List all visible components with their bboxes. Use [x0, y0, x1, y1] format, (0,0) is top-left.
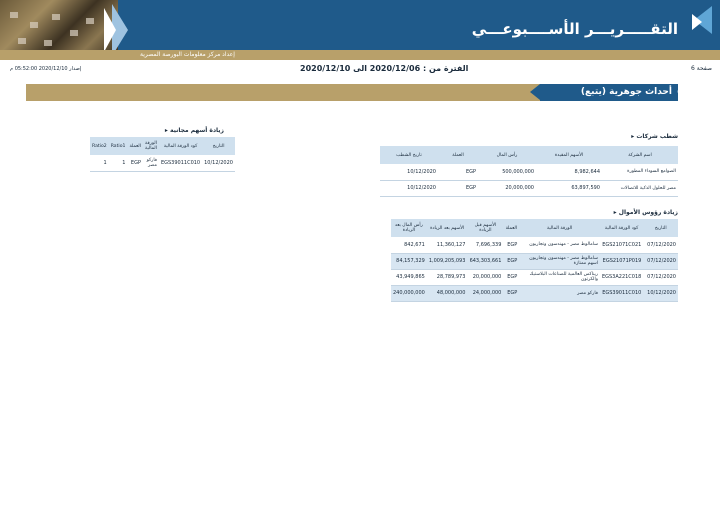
table-cell: 10/12/2020 [202, 155, 235, 171]
table-cell: EGP [503, 237, 519, 253]
table-cell: 1,009,205,093 [427, 253, 468, 269]
table-cell: EGS39011C010 [600, 285, 643, 301]
table-cell: 10/12/2020 [380, 164, 438, 180]
column-header: الورقة المالية [143, 137, 159, 155]
banner-chevron-inner-icon [104, 8, 116, 52]
column-header: الأسهم قبل الزيادة [467, 219, 503, 237]
column-header: تاريخ الشطب [380, 146, 438, 164]
table-cell: 20,000,000 [478, 180, 536, 196]
table-cell: 48,000,000 [427, 285, 468, 301]
column-header: اسم الشركة [602, 146, 678, 164]
table-cell: 8,982,644 [536, 164, 602, 180]
table-row [391, 237, 678, 253]
table-cell: EGS3A221C018 [600, 269, 643, 285]
issue-date: إصدار 2020/12/10 05:52:00 م [10, 66, 82, 72]
table-row [391, 285, 678, 301]
table-cell: سامالوط مصر - مهندسون وتجاريون [519, 237, 600, 253]
table-cell: 43,949,865 [391, 269, 427, 285]
table-cell: 24,000,000 [467, 285, 503, 301]
table-cell: 240,000,000 [391, 285, 427, 301]
table-cell: مصر للحلول الذكية للاتصالات [602, 180, 678, 196]
table-cell: الصوامع السوداء المطورة [602, 164, 678, 180]
section-number: ٥. [677, 87, 686, 97]
table-cell: 1 [109, 155, 128, 171]
column-header: Ratio1 [109, 137, 128, 155]
logo-play-icon [692, 14, 702, 30]
table-header-row [90, 137, 235, 155]
column-header: Ratio2 [90, 137, 109, 155]
table-cell: ريناكس العالمية للصناعات البلاستيك والكرتون [519, 269, 600, 285]
table-row [90, 155, 235, 171]
table-cell: 842,671 [391, 237, 427, 253]
table-cell: 7,696,339 [467, 237, 503, 253]
table-cell: EGP [503, 269, 519, 285]
report-title: التقـــــريـــر الأســــبوعـــي [471, 20, 678, 38]
table-cell: EGS21071P019 [600, 253, 643, 269]
table-row [391, 253, 678, 269]
table-cell: EGP [503, 253, 519, 269]
report-period: الفترة من : 2020/12/06 الى 2020/12/10 [300, 64, 469, 73]
table-cell: EGP [438, 180, 478, 196]
page-number: صفحة 6 [691, 65, 712, 72]
table-cell: 643,303,661 [467, 253, 503, 269]
table-cell: 07/12/2020 [643, 269, 678, 285]
delisting-heading: شطب شركات ▸ [631, 133, 678, 140]
table-row [380, 164, 678, 180]
table-cell: 63,897,590 [536, 180, 602, 196]
column-header: الورقة المالية [519, 219, 600, 237]
table-cell: EGP [127, 155, 143, 171]
table-cell: 10/12/2020 [643, 285, 678, 301]
column-header: العملة [503, 219, 519, 237]
table-cell: 28,789,973 [427, 269, 468, 285]
table-cell: EGS21071C021 [600, 237, 643, 253]
bonus-shares-heading: زيادة أسهم مجانية ▸ [164, 127, 224, 134]
section-title: أحداث جوهرية (يتبع) [580, 87, 672, 97]
gold-strip [0, 50, 720, 60]
table-header-row [380, 146, 678, 164]
table-cell: EGP [438, 164, 478, 180]
table-cell: 10/12/2020 [380, 180, 438, 196]
delisting-table [380, 146, 678, 197]
table-cell: 11,360,127 [427, 237, 468, 253]
column-header: العملة [127, 137, 143, 155]
table-row [391, 269, 678, 285]
column-header: رأس المال [478, 146, 536, 164]
table-cell: 07/12/2020 [643, 253, 678, 269]
table-cell: 07/12/2020 [643, 237, 678, 253]
table-cell: 500,000,000 [478, 164, 536, 180]
table-cell: سامالوط مصر - مهندسون وتجاريون اسهم ممتازة [519, 253, 600, 269]
column-header: التاريخ [202, 137, 235, 155]
column-header: الأسهم بعد الزيادة [427, 219, 468, 237]
column-header: الأسهم المقيدة [536, 146, 602, 164]
table-cell: فاركو مصر [143, 155, 159, 171]
table-cell: 84,157,329 [391, 253, 427, 269]
column-header: التاريخ [643, 219, 678, 237]
bonus-shares-table [90, 137, 235, 172]
capital-increase-table [391, 219, 678, 302]
column-header: كود الورقة المالية [159, 137, 202, 155]
table-row [380, 180, 678, 196]
column-header: كود الورقة المالية [600, 219, 643, 237]
column-header: العملة [438, 146, 478, 164]
capital-increase-heading: زيادة رؤوس الأموال ▸ [613, 209, 678, 216]
table-cell: 20,000,000 [467, 269, 503, 285]
table-cell: فاركو مصر [519, 285, 600, 301]
table-header-row [391, 219, 678, 237]
section-chevron-icon [530, 84, 540, 100]
table-cell: EGS39011C010 [159, 155, 202, 171]
report-subtitle: إعداد مركز معلومات البورصة المصرية [140, 51, 235, 58]
column-header: رأس المال بعد الزيادة [391, 219, 427, 237]
table-cell: EGP [503, 285, 519, 301]
table-cell: 1 [90, 155, 109, 171]
